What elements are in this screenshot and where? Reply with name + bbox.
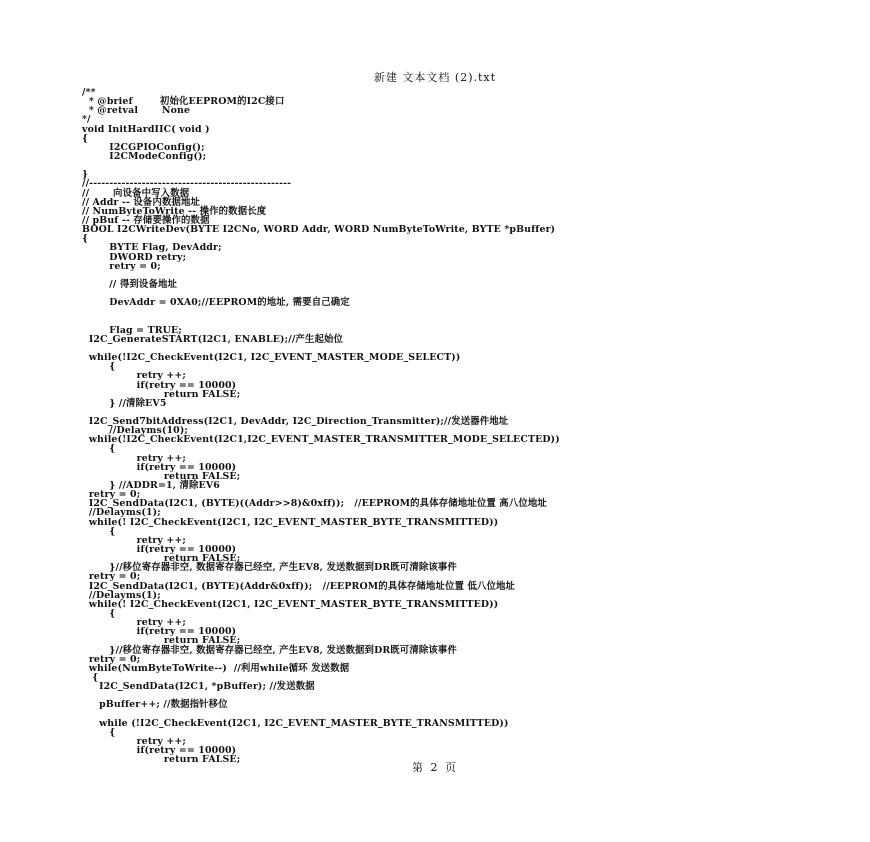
code-line: retry = 0;: [82, 653, 141, 665]
code-line: pBuffer++; //数据指针移位: [82, 699, 228, 711]
code-line: while(! I2C_CheckEvent(I2C1, I2C_EVENT_MASTER_BYTE_TRANSMITTED)): [82, 598, 499, 610]
code-line: [82, 307, 560, 316]
code-line: I2C_SendData(I2C1, (BYTE)(Addr&0xff)); //EEPROM的具体存储地址位置 低八位地址: [82, 580, 516, 592]
code-line: I2C_SendData(I2C1, *pBuffer); //发送数据: [82, 681, 315, 693]
code-line: // NumByteToWrite -- 操作的数据长度: [82, 205, 267, 217]
code-line: return FALSE;: [82, 470, 241, 482]
code-line: //Delayms(1);: [82, 507, 161, 519]
code-line: {: [82, 525, 116, 537]
code-line: void InitHardIIC( void ): [82, 123, 210, 135]
code-line: if(retry == 10000): [82, 544, 237, 556]
code-line: }//移位寄存器非空, 数据寄存器已经空, 产生EV8, 发送数据到DR既可清除该事件: [82, 562, 457, 574]
code-line: if(retry == 10000): [82, 379, 237, 391]
code-line: //--------------------------------------------------: [82, 178, 292, 190]
code-line: retry ++;: [82, 617, 187, 629]
code-line: retry = 0;: [82, 571, 141, 583]
code-line: I2CGPIOConfig();: [82, 141, 205, 153]
code-line: //Delayms(1);: [82, 589, 161, 601]
code-line: return FALSE;: [82, 635, 241, 647]
code-line: DevAddr = 0XA0;//EEPROM的地址, 需要自己确定: [82, 297, 350, 309]
code-line: {: [82, 443, 116, 455]
code-line: } //清除EV5: [82, 397, 167, 409]
code-line: I2CModeConfig();: [82, 150, 207, 162]
code-line: I2C_Send7bitAddress(I2C1, DevAddr, I2C_Direction_Transmitter);//发送器件地址: [82, 416, 509, 428]
code-line: // Addr -- 设备内数据地址: [82, 196, 201, 208]
code-line: {: [82, 233, 89, 245]
code-line: while(NumByteToWrite--) //利用while循环 发送数据: [82, 662, 350, 674]
code-line: while(! I2C_CheckEvent(I2C1, I2C_EVENT_MASTER_BYTE_TRANSMITTED)): [82, 516, 499, 528]
code-line: return FALSE;: [82, 553, 241, 565]
code-line: retry ++;: [82, 534, 187, 546]
code-line: /**: [82, 87, 96, 98]
code-line: retry ++;: [82, 370, 187, 382]
code-line: {: [82, 361, 116, 373]
code-line: retry ++;: [82, 452, 187, 464]
code-line: while(!I2C_CheckEvent(I2C1,I2C_EVENT_MASTER_TRANSMITTER_MODE_SELECTED)): [82, 434, 560, 446]
code-line: while (!I2C_CheckEvent(I2C1, I2C_EVENT_MASTER_BYTE_TRANSMITTED)): [82, 717, 509, 729]
code-block: [82, 88, 560, 764]
code-line: retry ++;: [82, 735, 187, 747]
code-line: // pBuf -- 存储要操作的数据: [82, 214, 210, 226]
code-line: {: [82, 608, 116, 620]
code-line: DWORD retry;: [82, 251, 187, 263]
code-line: BOOL I2CWriteDev(BYTE I2CNo, WORD Addr, WORD NumByteToWrite, BYTE *pBuffer): [82, 224, 556, 236]
code-line: {: [82, 726, 116, 738]
code-line: return FALSE;: [82, 388, 241, 400]
code-line: retry = 0;: [82, 260, 161, 272]
code-line: [82, 161, 560, 170]
code-line: } //ADDR=1, 清除EV6: [82, 480, 220, 492]
code-line: }//移位寄存器非空, 数据寄存器已经空, 产生EV8, 发送数据到DR既可清除该事件: [82, 644, 457, 656]
code-line: while(!I2C_CheckEvent(I2C1, I2C_EVENT_MASTER_MODE_SELECT)): [82, 352, 461, 364]
code-line: I2C_SendData(I2C1, (BYTE)((Addr>>8)&0xff)); //EEPROM的具体存储地址位置 高八位地址: [82, 498, 547, 510]
code-line: I2C_GenerateSTART(I2C1, ENABLE);//产生起始位: [82, 333, 344, 345]
code-line: {: [82, 132, 89, 144]
document-title: 新建 文本文档 (2).txt: [373, 71, 497, 84]
code-line: BYTE Flag, DevAddr;: [82, 242, 222, 254]
code-line: retry = 0;: [82, 489, 141, 501]
code-line: // 向设备中写入数据: [82, 187, 190, 199]
code-line: * @brief 初始化EEPROM的I2C接口: [82, 96, 285, 108]
page-number: 第 2 页: [412, 761, 458, 774]
code-line: }: [82, 169, 89, 181]
code-line: //Delayms(10);: [82, 425, 189, 437]
code-line: */: [82, 114, 91, 126]
code-line: if(retry == 10000): [82, 461, 237, 473]
code-line: * @retval None: [82, 105, 191, 117]
code-line: Flag = TRUE;: [82, 324, 182, 336]
code-line: {: [82, 672, 99, 683]
code-line: if(retry == 10000): [82, 745, 237, 757]
code-line: // 得到设备地址: [82, 278, 178, 290]
code-line: return FALSE;: [82, 754, 241, 766]
code-line: if(retry == 10000): [82, 626, 237, 638]
